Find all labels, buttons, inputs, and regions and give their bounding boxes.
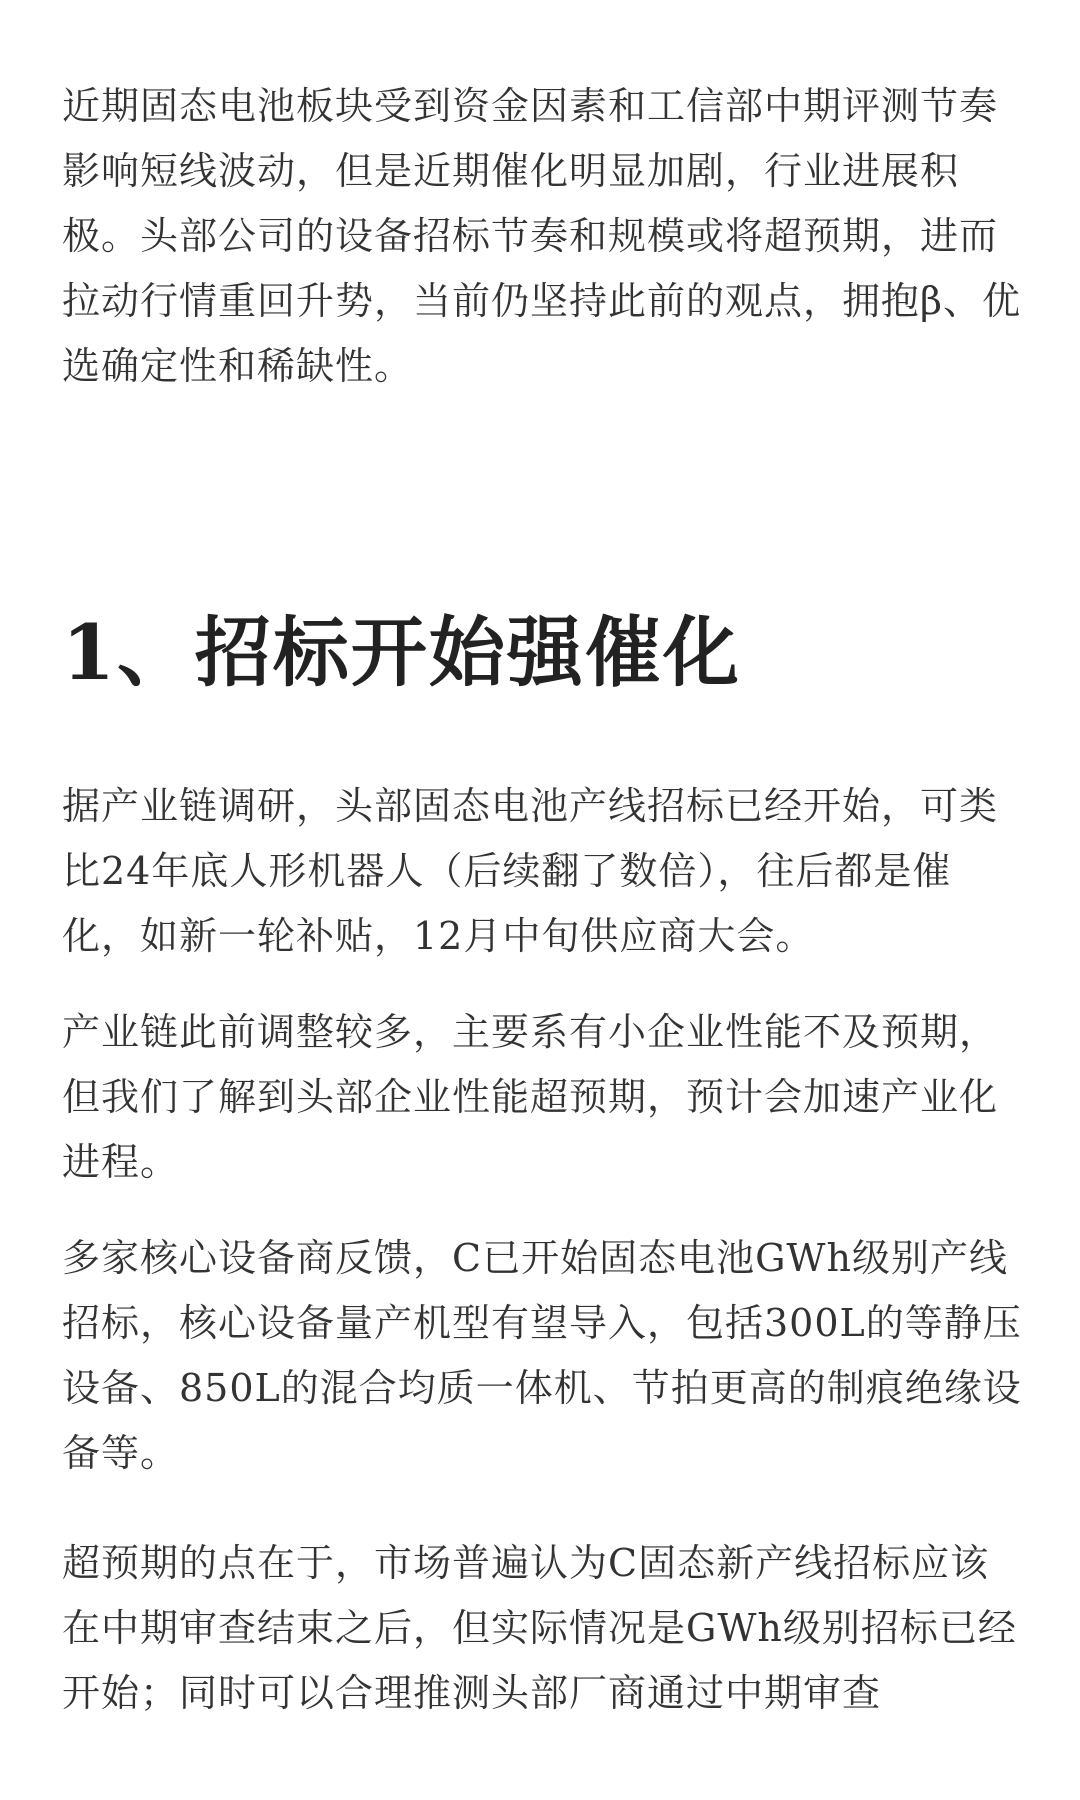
paragraph-industry-adjustment: 产业链此前调整较多，主要系有小企业性能不及预期，但我们了解到头部企业性能超预期，预计会加速产业化进程。 bbox=[62, 1010, 999, 1184]
section-heading: 1、招标开始强催化 bbox=[62, 608, 741, 697]
paragraph-beyond-expectations: 超预期的点在于，市场普遍认为C固态新产线招标应该在中期审查结束之后，但实际情况是GWh级别招标已经开始；同时可以合理推测头部厂商通过中期审查 bbox=[62, 1541, 1017, 1715]
intro-paragraph: 近期固态电池板块受到资金因素和工信部中期评测节奏影响短线波动，但是近期催化明显加剧，行业进展积极。头部公司的设备招标节奏和规模或将超预期，进而拉动行情重回升势，当前仍坚持此前的观点，拥抱β、优选确定性和稀缺性。 bbox=[62, 84, 1021, 388]
paragraph-tender-started: 据产业链调研，头部固态电池产线招标已经开始，可类比24年底人形机器人（后续翻了数倍），往后都是催化，如新一轮补贴，12月中旬供应商大会。 bbox=[62, 784, 999, 958]
paragraph-equipment-feedback: 多家核心设备商反馈，C已开始固态电池GWh级别产线招标，核心设备量产机型有望导入，包括300L的等静压设备、850L的混合均质一体机、节拍更高的制痕绝缘设备等。 bbox=[62, 1236, 1022, 1475]
